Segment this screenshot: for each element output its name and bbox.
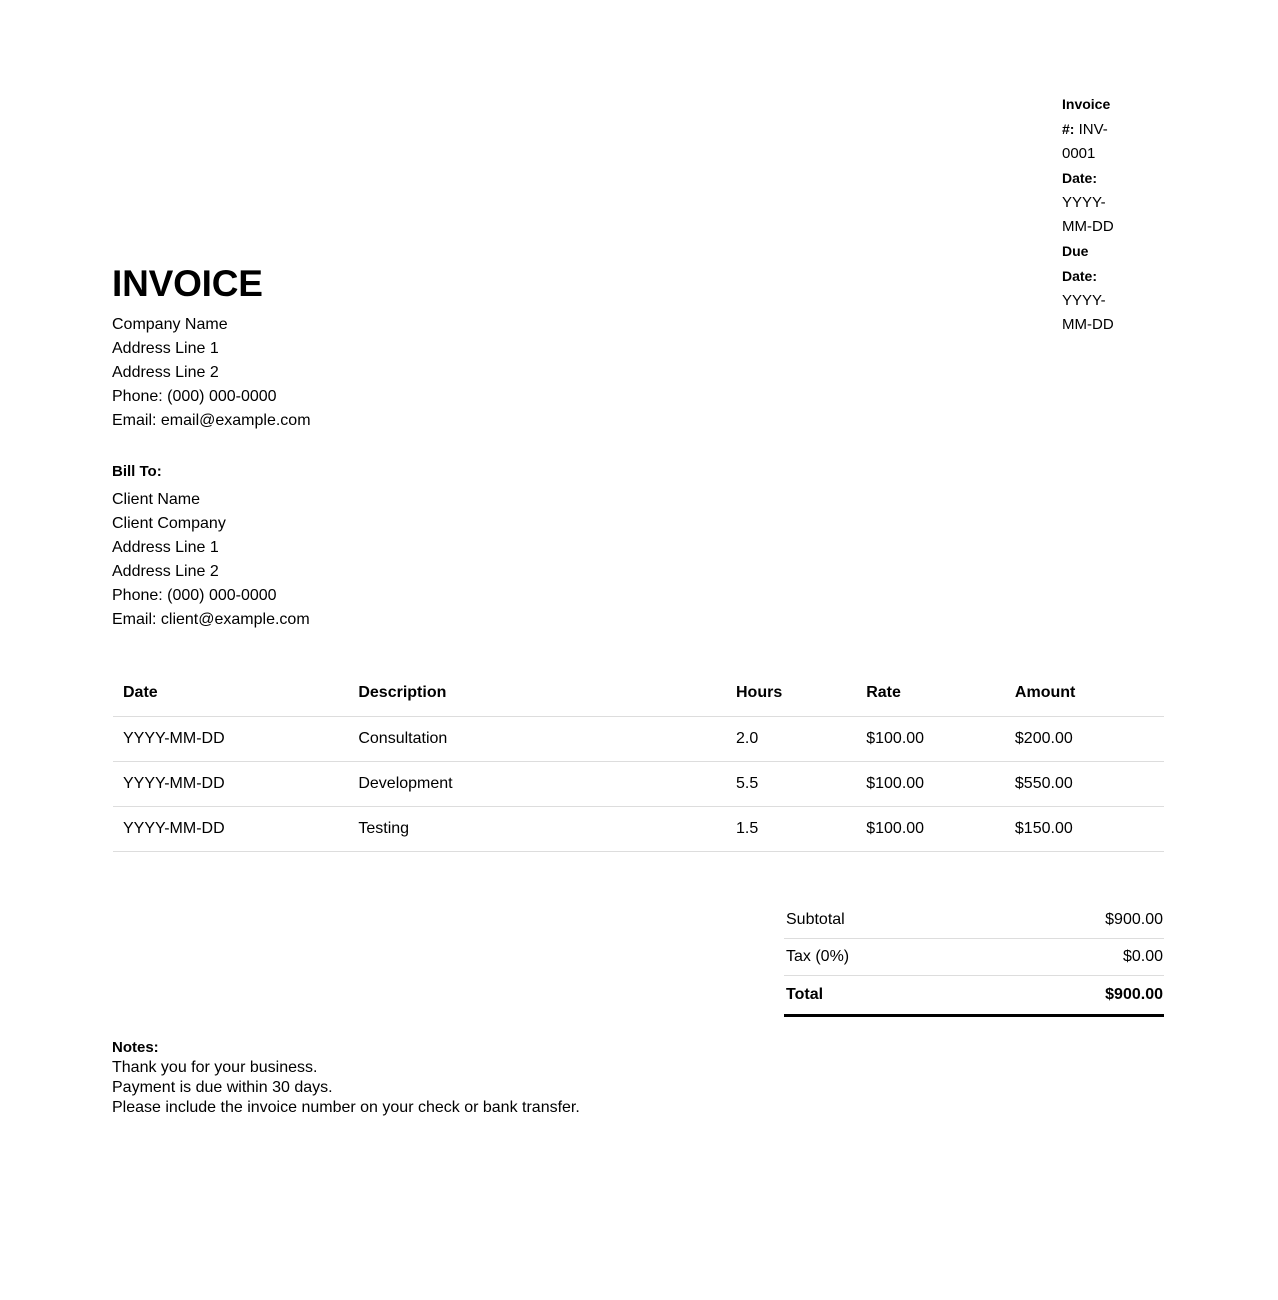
table-row	[113, 717, 1164, 762]
subtotal-label: Subtotal	[784, 902, 982, 939]
client-company: Client Company	[112, 515, 226, 532]
cell-amount: $200.00	[1005, 717, 1164, 762]
column-header-amount: Amount	[1005, 684, 1164, 717]
bill-to-block	[112, 460, 310, 632]
column-header-hours: Hours	[726, 684, 856, 717]
invoice-date-label: Date:	[1062, 170, 1098, 186]
cell-amount: $150.00	[1005, 807, 1164, 852]
notes-line-1: Thank you for your business.	[112, 1059, 318, 1076]
cell-hours: 1.5	[726, 807, 856, 852]
total-label: Total	[784, 976, 982, 1016]
sender-block	[112, 313, 311, 433]
line-items-body	[113, 717, 1164, 852]
notes-line-3: Please include the invoice number on your check or bank transfer.	[112, 1099, 580, 1116]
cell-rate: $100.00	[856, 807, 1005, 852]
sender-address-line-2: Address Line 2	[112, 364, 219, 381]
client-name: Client Name	[112, 491, 201, 508]
cell-date: YYYY-MM-DD	[113, 762, 348, 807]
notes-label: Notes:	[112, 1039, 159, 1056]
client-address-line-2: Address Line 2	[112, 563, 219, 580]
cell-rate: $100.00	[856, 762, 1005, 807]
invoice-date-value: YYYY-MM-DD	[1062, 194, 1114, 235]
invoice-due-date-value: YYYY-MM-DD	[1062, 292, 1114, 333]
total-row	[784, 976, 1164, 1016]
notes-line-2: Payment is due within 30 days.	[112, 1079, 333, 1096]
cell-rate: $100.00	[856, 717, 1005, 762]
sender-company: Company Name	[112, 316, 228, 333]
totals-table	[784, 902, 1164, 1017]
cell-description: Development	[348, 762, 726, 807]
invoice-meta-column	[1062, 92, 1114, 337]
table-row	[113, 807, 1164, 852]
table-row	[113, 762, 1164, 807]
sender-phone: Phone: (000) 000-0000	[112, 388, 277, 405]
bill-to-label: Bill To:	[112, 463, 162, 480]
invoice-number-value: INV-0001	[1062, 121, 1108, 162]
tax-value: $0.00	[982, 939, 1164, 976]
notes-block	[112, 1038, 872, 1118]
invoice-due-date-label: Due Date:	[1062, 243, 1098, 284]
line-items-head	[113, 684, 1164, 717]
cell-description: Consultation	[348, 717, 726, 762]
totals-body	[784, 902, 1164, 1016]
sender-email: Email: email@example.com	[112, 412, 311, 429]
subtotal-row	[784, 902, 1164, 939]
table-header-row	[113, 684, 1164, 717]
tax-label: Tax (0%)	[784, 939, 982, 976]
cell-amount: $550.00	[1005, 762, 1164, 807]
sender-address-line-1: Address Line 1	[112, 340, 219, 357]
cell-hours: 2.0	[726, 717, 856, 762]
cell-date: YYYY-MM-DD	[113, 717, 348, 762]
invoice-number-label: Invoice #:	[1062, 96, 1111, 137]
cell-description: Testing	[348, 807, 726, 852]
tax-row	[784, 939, 1164, 976]
client-email: Email: client@example.com	[112, 611, 310, 628]
column-header-description: Description	[348, 684, 726, 717]
cell-date: YYYY-MM-DD	[113, 807, 348, 852]
cell-hours: 5.5	[726, 762, 856, 807]
subtotal-value: $900.00	[982, 902, 1164, 939]
line-items-table	[113, 684, 1164, 852]
column-header-rate: Rate	[856, 684, 1005, 717]
client-address-line-1: Address Line 1	[112, 539, 219, 556]
client-phone: Phone: (000) 000-0000	[112, 587, 277, 604]
page-title: INVOICE	[112, 263, 263, 304]
total-value: $900.00	[982, 976, 1164, 1016]
column-header-date: Date	[113, 684, 348, 717]
